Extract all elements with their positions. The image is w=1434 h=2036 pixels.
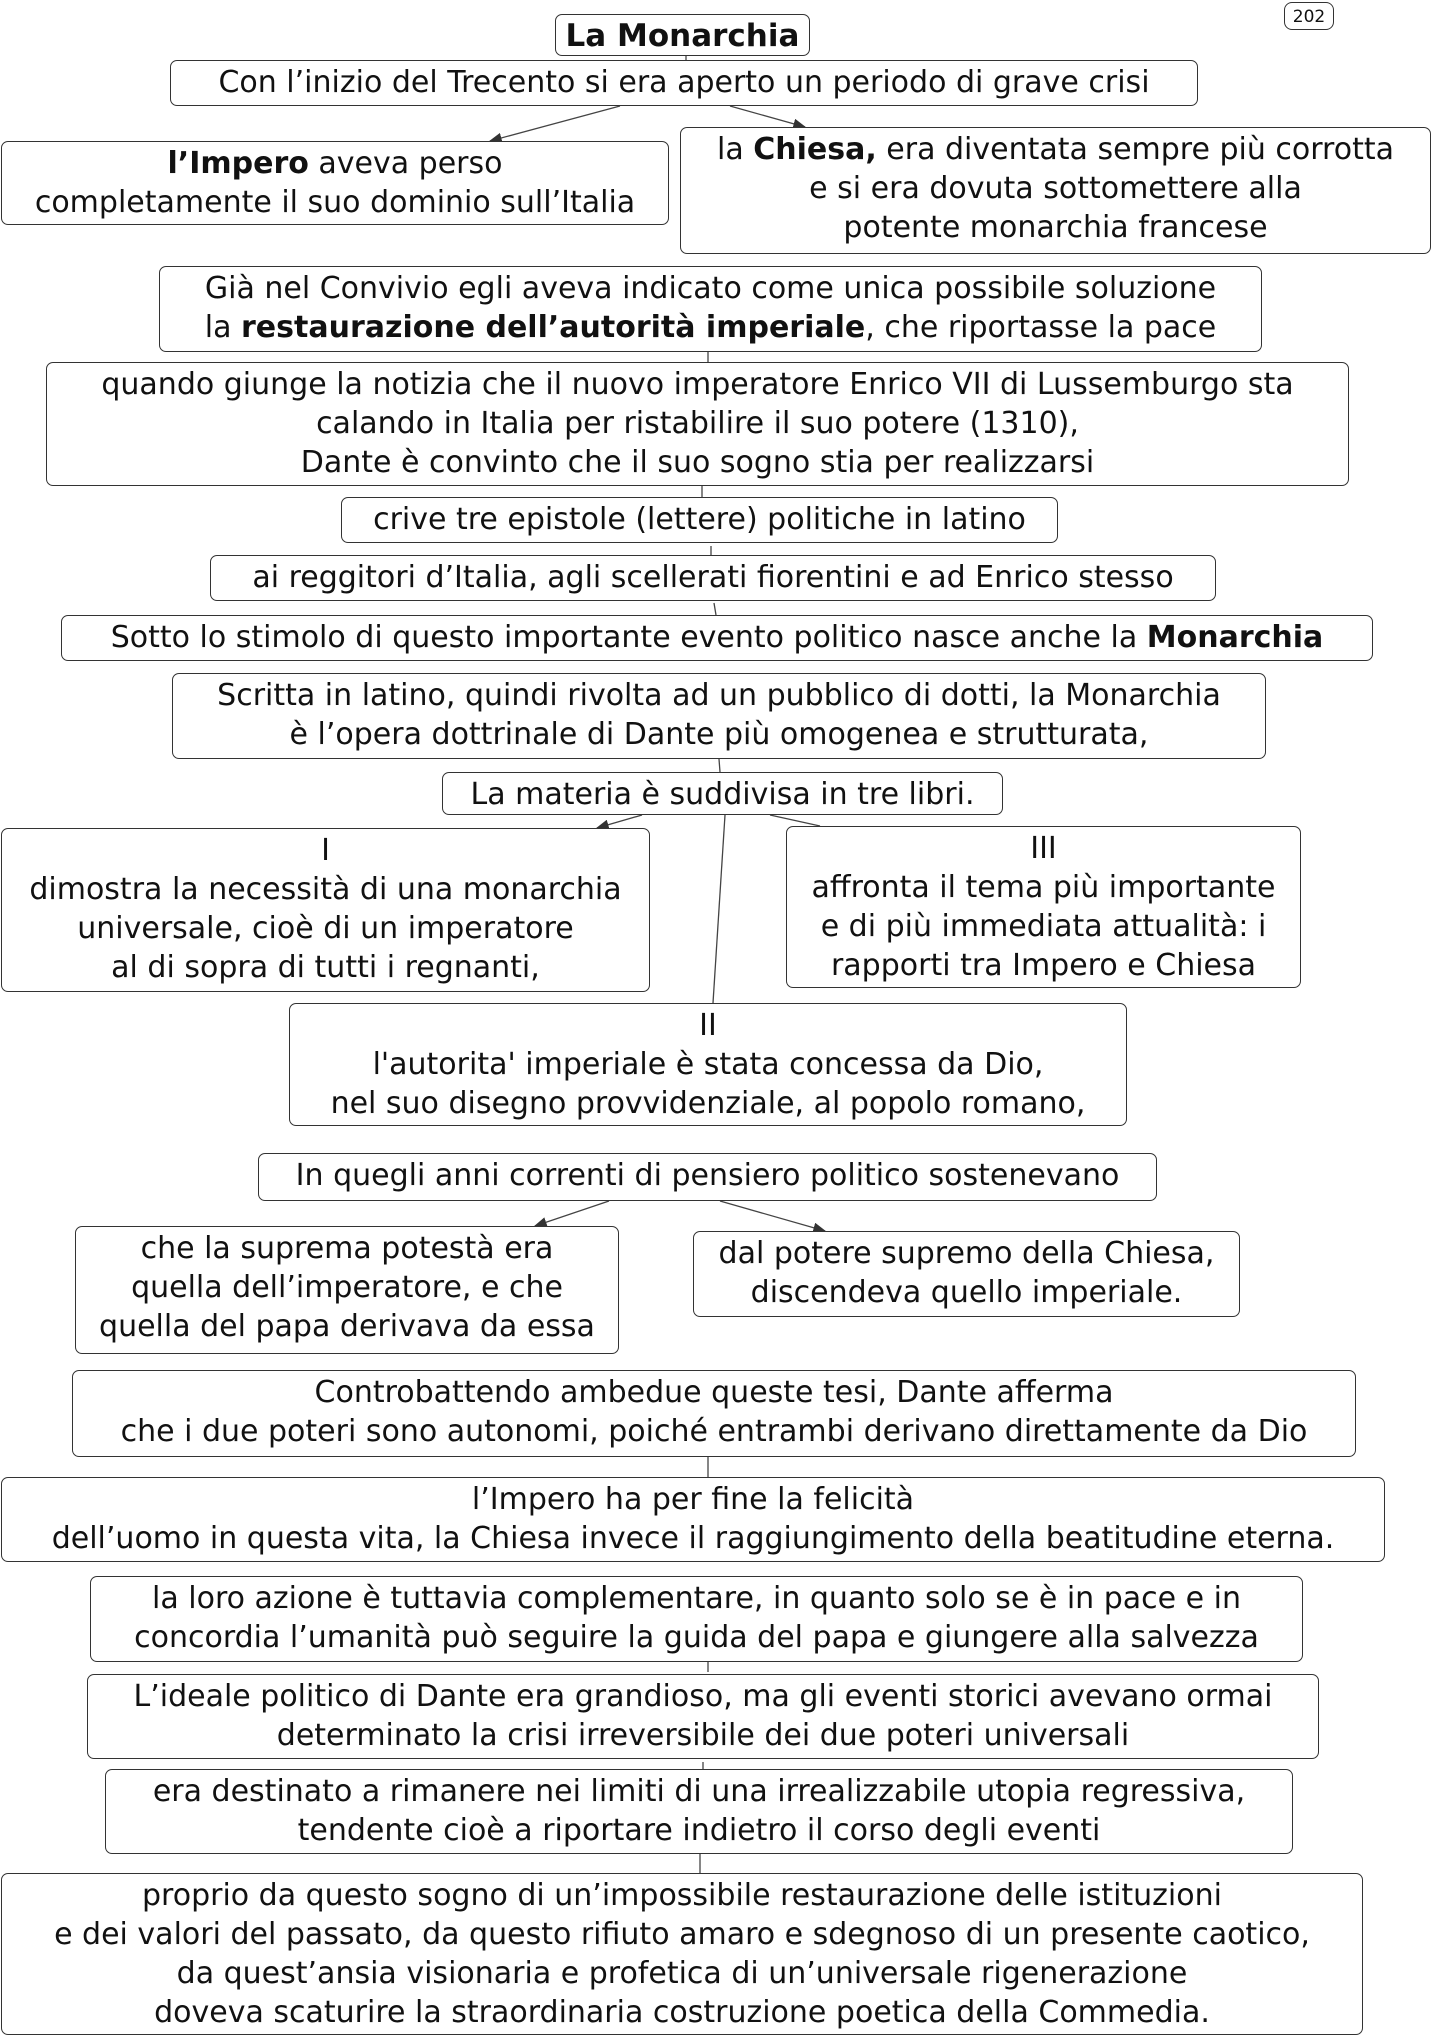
node-fine-impero: l’Impero ha per fine la felicità dell’uomo in questa vita, la Chiesa invece il raggiungimento della beatitudine eterna.	[1, 1477, 1385, 1562]
node-reggitori: ai reggitori d’Italia, agli scellerati fiorentini e ad Enrico stesso	[210, 555, 1216, 601]
node-ideale: L’ideale politico di Dante era grandioso, ma gli eventi storici avevano ormai determinato la crisi irreversibile dei due poteri universali	[87, 1674, 1319, 1759]
node-controbattendo: Controbattendo ambedue queste tesi, Dante afferma che i due poteri sono autonomi, poiché entrambi derivano direttamente da Dio	[72, 1370, 1356, 1457]
node-materia: La materia è suddivisa in tre libri.	[442, 772, 1003, 815]
node-correnti: In quegli anni correnti di pensiero politico sostenevano	[258, 1153, 1157, 1201]
node-crisis: Con l’inizio del Trecento si era aperto un periodo di grave crisi	[170, 60, 1198, 106]
link-reggitori-stimolo	[714, 603, 716, 615]
node-enrico: quando giunge la notizia che il nuovo imperatore Enrico VII di Lussemburgo sta calando in Italia per ristabilire il suo potere (1310), Dante è convinto che il suo sogno stia per realizzarsi	[46, 362, 1349, 486]
node-libro-1: I dimostra la necessità di una monarchia universale, cioè di un imperatore al di sopra di tutti i regnanti,	[1, 828, 650, 992]
node-libro-3: III affronta il tema più importante e di più immediata attualità: i rapporti tra Impero e Chiesa	[786, 826, 1301, 988]
link-crisis-chiesa	[730, 106, 805, 127]
node-complementare: la loro azione è tuttavia complementare, in quanto solo se è in pace e in concordia l’umanità può seguire la guida del papa e giungere alla salvezza	[90, 1576, 1303, 1662]
node-title: La Monarchia	[555, 14, 810, 56]
node-commedia: proprio da questo sogno di un’impossibile restaurazione delle istituzioni e dei valori del passato, da questo rifiuto amaro e sdegnoso di un presente caotico, da quest’ansia visionaria e profetica di un’universale rigenerazione doveva scaturire la straordinaria costruzione poetica della Commedia.	[1, 1873, 1363, 2035]
node-scritta: Scritta in latino, quindi rivolta ad un pubblico di dotti, la Monarchia è l’opera dottrinale di Dante più omogenea e strutturata,	[172, 673, 1266, 759]
link-correnti-chiesa	[720, 1201, 825, 1231]
page-number-badge: 202	[1284, 2, 1334, 30]
node-utopia: era destinato a rimanere nei limiti di una irrealizzabile utopia regressiva, tendente cioè a riportare indietro il corso degli eventi	[105, 1769, 1293, 1854]
node-libro-2: II l'autorita' imperiale è stata concessa da Dio, nel suo disegno provvidenziale, al popolo romano,	[289, 1003, 1127, 1126]
node-chiesa: la Chiesa, era diventata sempre più corrotta e si era dovuta sottomettere alla potente monarchia francese	[680, 127, 1431, 254]
link-correnti-imperatore	[535, 1201, 609, 1226]
node-convivio: Già nel Convivio egli aveva indicato come unica possibile soluzione la restaurazione dell’autorità imperiale, che riportasse la pace	[159, 266, 1262, 352]
node-stimolo: Sotto lo stimolo di questo importante evento politico nasce anche la Monarchia	[61, 615, 1373, 661]
link-materia-libro1	[597, 815, 642, 828]
link-materia-libro2	[713, 815, 725, 1003]
node-epistole: crive tre epistole (lettere) politiche in latino	[341, 497, 1058, 543]
node-tesi-imperatore: che la suprema potestà era quella dell’imperatore, e che quella del papa derivava da essa	[75, 1226, 619, 1354]
node-impero: l’Impero aveva perso completamente il suo dominio sull’Italia	[1, 141, 669, 225]
link-materia-libro3	[770, 815, 820, 826]
link-crisis-impero	[490, 106, 620, 141]
link-scritta-materia	[719, 759, 720, 772]
node-tesi-chiesa: dal potere supremo della Chiesa, discendeva quello imperiale.	[693, 1231, 1240, 1317]
